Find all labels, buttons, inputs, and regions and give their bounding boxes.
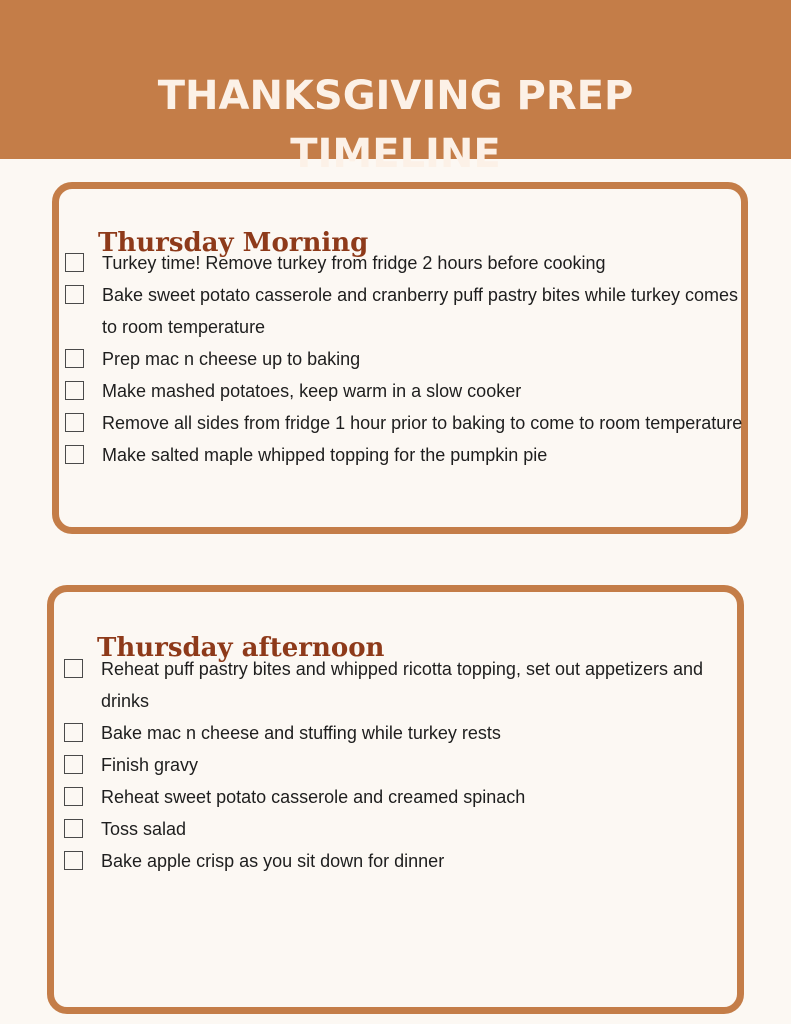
checklist-item-label: Make salted maple whipped topping for the pumpkin pie [102, 445, 548, 465]
checkbox-icon[interactable] [64, 723, 83, 742]
checkbox-icon[interactable] [65, 349, 84, 368]
checklist-item-label: Bake mac n cheese and stuffing while turkey rests [101, 723, 501, 743]
checklist-item-label: Reheat puff pastry bites and whipped ricotta topping, set out appetizers and drinks [101, 659, 704, 711]
checkbox-icon[interactable] [64, 755, 83, 774]
section-heading: Thursday Morning [98, 227, 369, 258]
checklist-item [65, 279, 745, 343]
checklist-item-label: Bake sweet potato casserole and cranberry puff pastry bites while turkey comes to room temperature [102, 285, 738, 337]
checklist-item-label: Prep mac n cheese up to baking [102, 349, 361, 369]
checklist-item [65, 407, 745, 439]
checkbox-icon[interactable] [65, 445, 84, 464]
page-title-line-1: THANKSGIVING PREP [157, 72, 634, 119]
thursday-afternoon-card [47, 585, 744, 1014]
checklist-item [64, 845, 734, 877]
checklist-item [65, 343, 745, 375]
checklist-item [65, 375, 745, 407]
checklist-item [64, 813, 734, 845]
checklist-item-label: Reheat sweet potato casserole and creamed spinach [101, 787, 526, 807]
section-heading: Thursday afternoon [97, 632, 385, 663]
checklist-item-label: Toss salad [101, 819, 187, 839]
checklist-item [64, 749, 734, 781]
checklist-item [64, 653, 734, 717]
checklist-item [64, 781, 734, 813]
checklist-item [65, 439, 745, 471]
checklist-item-label: Make mashed potatoes, keep warm in a slow cooker [102, 381, 522, 401]
checklist [64, 653, 734, 877]
checkbox-icon[interactable] [65, 381, 84, 400]
checkbox-icon[interactable] [64, 851, 83, 870]
checklist-item [64, 717, 734, 749]
page-title-line-2: TIMELINE [290, 130, 501, 177]
checklist [65, 247, 745, 471]
page-title [0, 67, 791, 183]
thursday-morning-card [52, 182, 748, 534]
checklist-item [65, 247, 745, 279]
checkbox-icon[interactable] [64, 659, 83, 678]
checkbox-icon[interactable] [64, 787, 83, 806]
checkbox-icon[interactable] [65, 413, 84, 432]
checkbox-icon[interactable] [65, 253, 84, 272]
checkbox-icon[interactable] [64, 819, 83, 838]
checklist-item-label: Bake apple crisp as you sit down for dinner [101, 851, 445, 871]
checklist-item-label: Finish gravy [101, 755, 199, 775]
checklist-item-label: Turkey time! Remove turkey from fridge 2 hours before cooking [102, 253, 606, 273]
checklist-item-label: Remove all sides from fridge 1 hour prior to baking to come to room temperature [102, 413, 743, 433]
checkbox-icon[interactable] [65, 285, 84, 304]
